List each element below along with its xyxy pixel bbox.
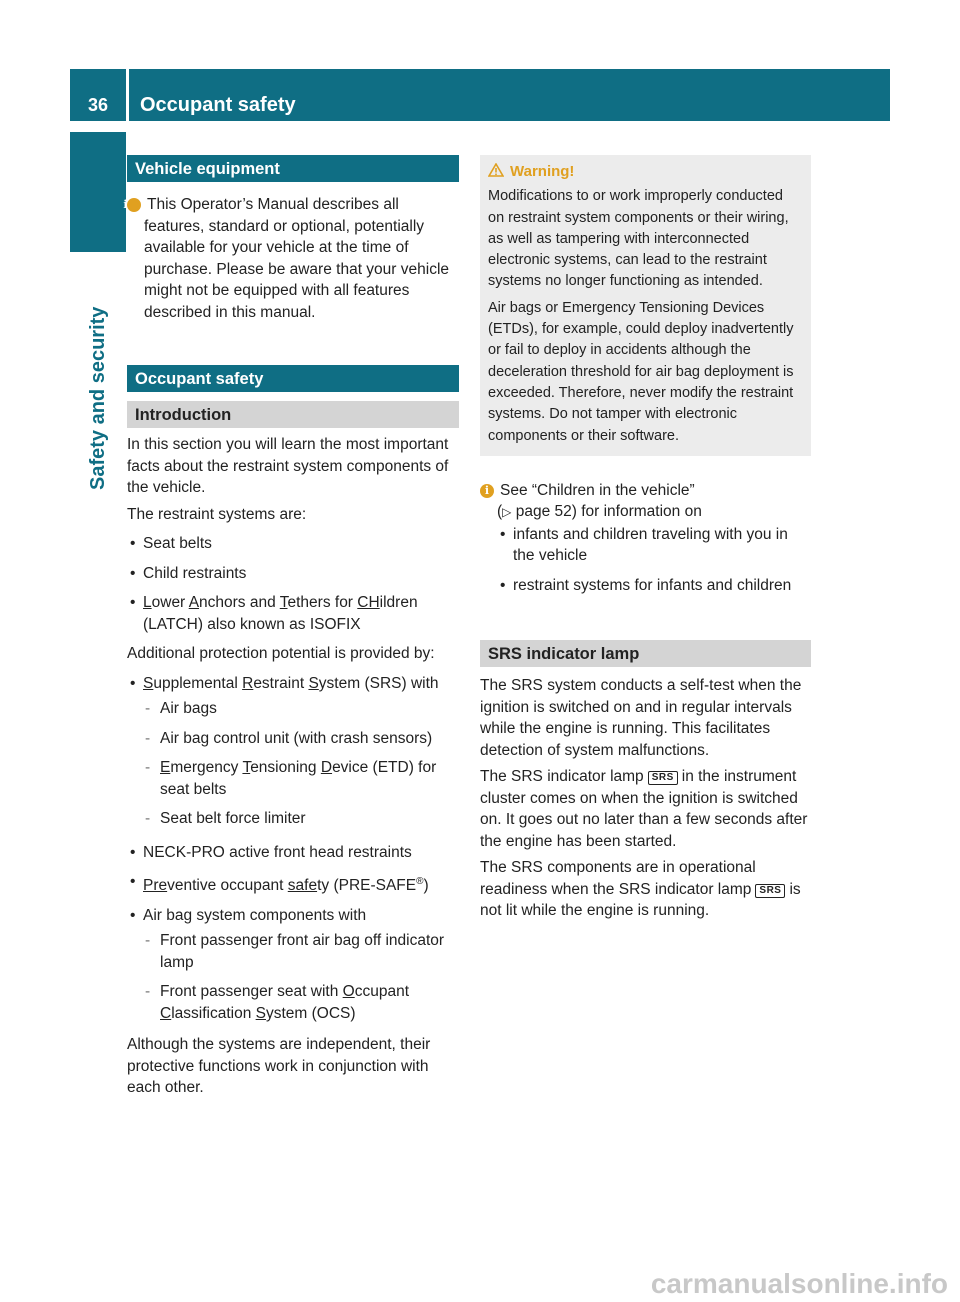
closing-paragraph: Although the systems are independent, their protective functions work in conjunction with each other.	[127, 1036, 431, 1097]
vehicle-equipment-heading: Vehicle equipment	[127, 155, 459, 182]
occupant-safety-heading: Occupant safety	[127, 365, 459, 392]
vehicle-equipment-info: i This Operator’s Manual describes all features, standard or optional, potentially available for your vehicle at the time of purchase. Please be aware that your vehicle might not be equipped with all features described in this manual.	[123, 196, 450, 321]
srs-paragraph-2: The SRS indicator lamp SRS in the instrument cluster comes on when the ignition is switched on. It goes out no later than a few seconds after the engine has been started.	[480, 768, 808, 850]
sub-list-item-etd: - Emergency Tensioning Device (ETD) for seat belts	[127, 757, 459, 800]
sub-list-item: - Seat belt force limiter	[127, 808, 459, 830]
right-column	[480, 155, 811, 927]
srs-lamp-heading: SRS indicator lamp	[480, 640, 811, 667]
children-info-ref: (▷ page 52) for information on	[497, 503, 702, 521]
page-title: Occupant safety	[140, 94, 296, 116]
list-item-srs: • Supplemental Restraint System (SRS) with	[127, 673, 459, 695]
additional-label: Additional protection potential is provided by:	[127, 645, 435, 662]
systems-label: The restraint systems are:	[127, 505, 307, 523]
warning-title: Warning!	[488, 161, 803, 182]
srs-lamp-icon: SRS	[755, 884, 785, 898]
list-item: • Air bag system components with	[127, 905, 459, 927]
page-ref-arrow-icon: ▷	[502, 505, 512, 520]
warning-icon	[488, 163, 504, 177]
children-info: i See “Children in the vehicle”	[480, 480, 811, 502]
sub-list-item: - Air bags	[127, 698, 459, 720]
list-item-pre-safe: • Preventive occupant safety (PRE-SAFE®)	[127, 871, 459, 897]
info-icon: i	[480, 484, 494, 498]
srs-lamp-icon: SRS	[648, 771, 678, 785]
intro-paragraph: In this section you will learn the most important facts about the restraint system components of the vehicle.	[127, 436, 449, 496]
sub-list-item: - Front passenger front air bag off indicator lamp	[127, 930, 459, 973]
left-column	[123, 155, 459, 1104]
warning-box	[480, 155, 811, 456]
warning-paragraph-2: Air bags or Emergency Tensioning Devices (ETDs), for example, could deploy inadvertently or fail to deploy in accidents although the deceleration threshold for air bag deployment is exceeded. Therefore, never modify the restraint systems. Do not tamper with electronic components or their software.	[488, 299, 794, 444]
srs-paragraph-1: The SRS system conducts a self-test when the ignition is switched on and in regular intervals while the engine is running. This facilitates detection of system malfunctions.	[480, 677, 802, 759]
sidebar-section-label: Safety and security	[87, 306, 109, 490]
sub-list-item: - Air bag control unit (with crash sensors)	[127, 728, 459, 750]
list-item: • restraint systems for infants and children	[497, 575, 811, 597]
list-item: • infants and children traveling with you in the vehicle	[497, 524, 811, 567]
page-number: 36	[87, 95, 109, 115]
list-item: • Seat belts	[127, 533, 459, 555]
header-divider	[126, 69, 129, 121]
list-item: • NECK-PRO active front head restraints	[127, 842, 459, 864]
introduction-heading: Introduction	[127, 401, 459, 428]
srs-paragraph-3: The SRS components are in operational readiness when the SRS indicator lamp SRS is not lit while the engine is running.	[480, 859, 801, 920]
list-item: • Child restraints	[127, 563, 459, 585]
watermark: carmanualsonline.info	[650, 1268, 948, 1299]
info-icon: i	[127, 198, 141, 212]
warning-paragraph-1: Modifications to or work improperly conducted on restraint system components or their wiring, as well as tampering with interconnected electronic systems, can lead to the restraint systems no longer functioning as intended.	[488, 188, 789, 290]
sidebar-tab	[70, 132, 126, 252]
sub-list-item-ocs: - Front passenger seat with Occupant Classification System (OCS)	[127, 981, 459, 1024]
list-item-latch: • Lower Anchors and Tethers for CHildren (LATCH) also known as ISOFIX	[127, 592, 459, 635]
